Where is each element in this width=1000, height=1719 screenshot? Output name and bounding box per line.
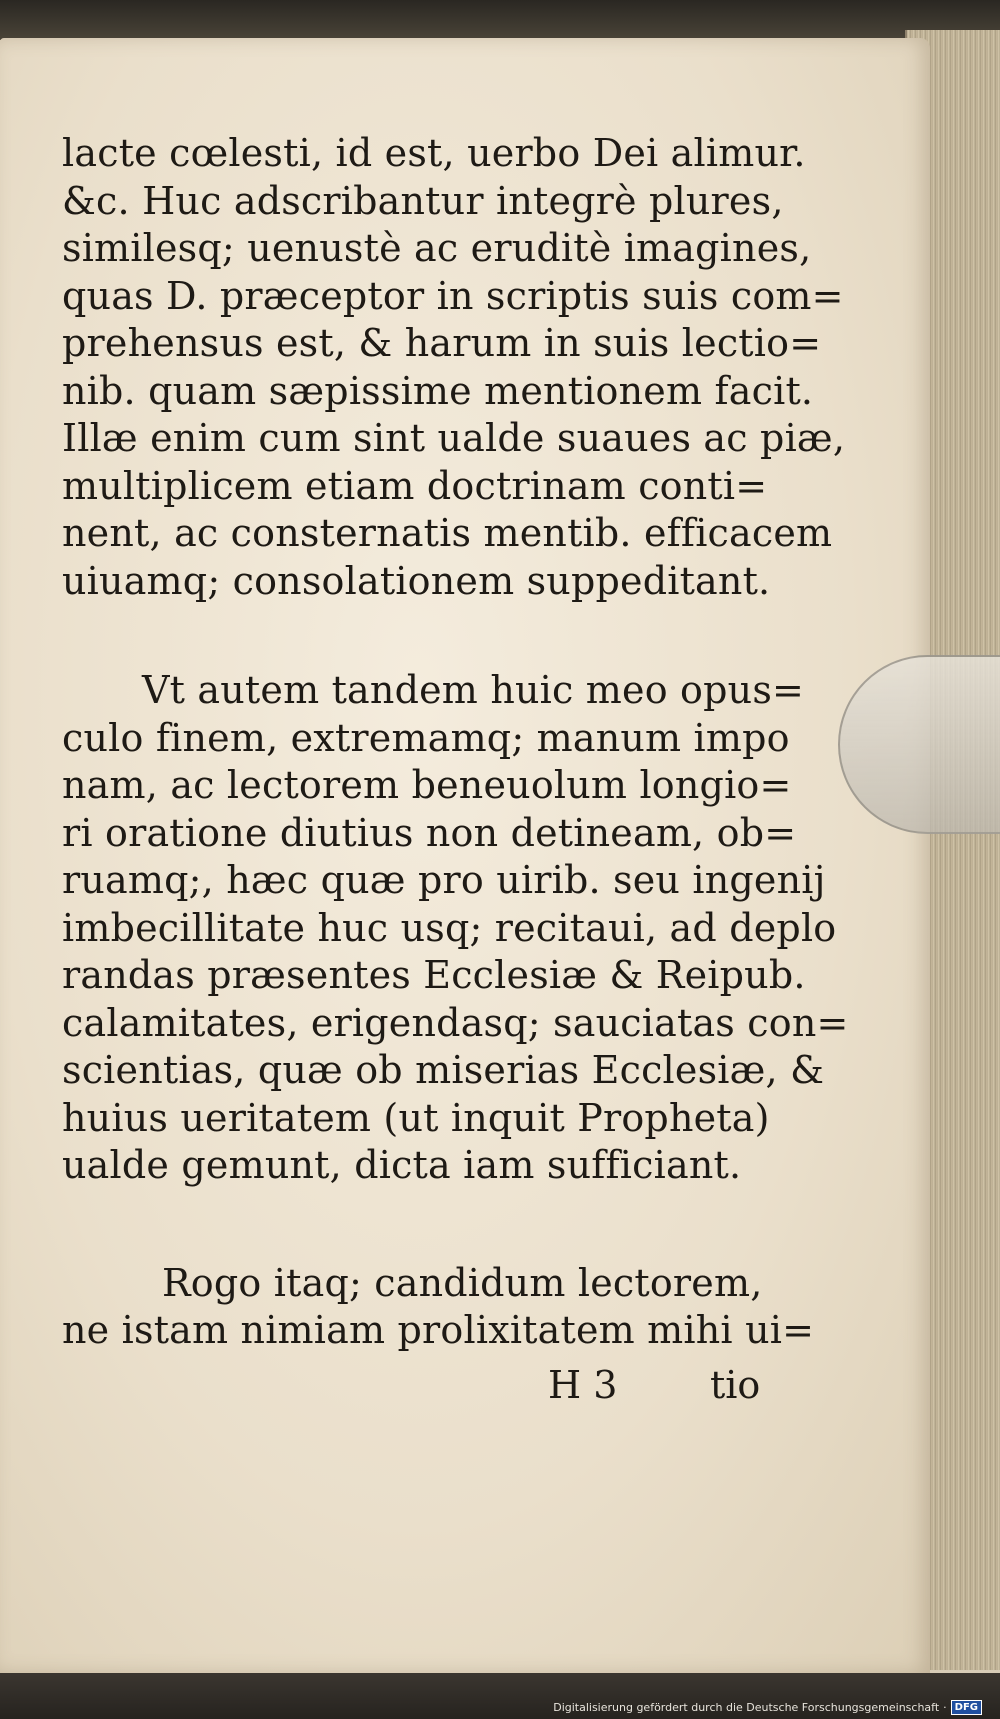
text-line: ruamq;, hæc quæ pro uirib. seu ingenij <box>62 858 826 902</box>
text-line: multiplicem etiam doctrinam conti= <box>62 463 768 508</box>
page-text <box>62 130 849 1355</box>
book-top-edge <box>0 0 1000 40</box>
text-line: nam, ac lectorem beneuolum longio= <box>62 763 792 807</box>
catchword: tio <box>710 1363 761 1407</box>
text-line: culo finem, extremamq; manum impo <box>62 715 790 760</box>
text-line: huius ueritatem (ut inquit Propheta) <box>62 1095 770 1140</box>
signature-line <box>500 1363 820 1413</box>
text-line: randas præsentes Ecclesiæ & Reipub. <box>62 953 806 997</box>
text-line: uiuamq; consolationem suppeditant. <box>62 558 771 603</box>
text-line: lacte cœlesti, id est, uerbo Dei alimur. <box>62 131 806 175</box>
text-line: quas D. præceptor in scriptis suis com= <box>62 273 844 318</box>
text-line: Rogo itaq; candidum lectorem, <box>162 1260 763 1305</box>
text-line: Vt autem tandem huic meo opus= <box>142 668 805 712</box>
credit-text: Digitalisierung gefördert durch die Deutsche Forschungsgemeinschaft <box>553 1700 940 1714</box>
text-line: Illæ enim cum sint ualde suaues ac piæ, <box>62 416 846 460</box>
text-line: &c. Huc adscribantur integrè plures, <box>62 178 784 223</box>
text-line: ri oratione diutius non detineam, ob= <box>62 810 797 855</box>
text-line: scientias, quæ ob miserias Ecclesiæ, & <box>62 1048 825 1092</box>
text-line: nib. quam sæpissime mentionem facit. <box>62 368 814 413</box>
text-line: ualde gemunt, dicta iam sufficiant. <box>62 1143 742 1187</box>
text-line: nent, ac consternatis mentib. efficacem <box>62 511 833 555</box>
text-line: prehensus est, & harum in suis lectio= <box>62 321 822 365</box>
dfg-logo: DFG <box>951 1700 982 1715</box>
digitization-credit: Digitalisierung gefördert durch die Deutsche Forschungsgemeinschaft · DFG <box>553 1698 982 1716</box>
text-line: calamitates, erigendasq; sauciatas con= <box>62 1000 849 1045</box>
text-line: imbecillitate huc usq; recitaui, ad deplo <box>62 905 837 950</box>
signature-mark: H 3 <box>548 1363 618 1407</box>
text-line: similesq; uenustè ac eruditè imagines, <box>62 226 812 270</box>
text-line: ne istam nimiam prolixitatem mihi ui= <box>62 1308 815 1352</box>
